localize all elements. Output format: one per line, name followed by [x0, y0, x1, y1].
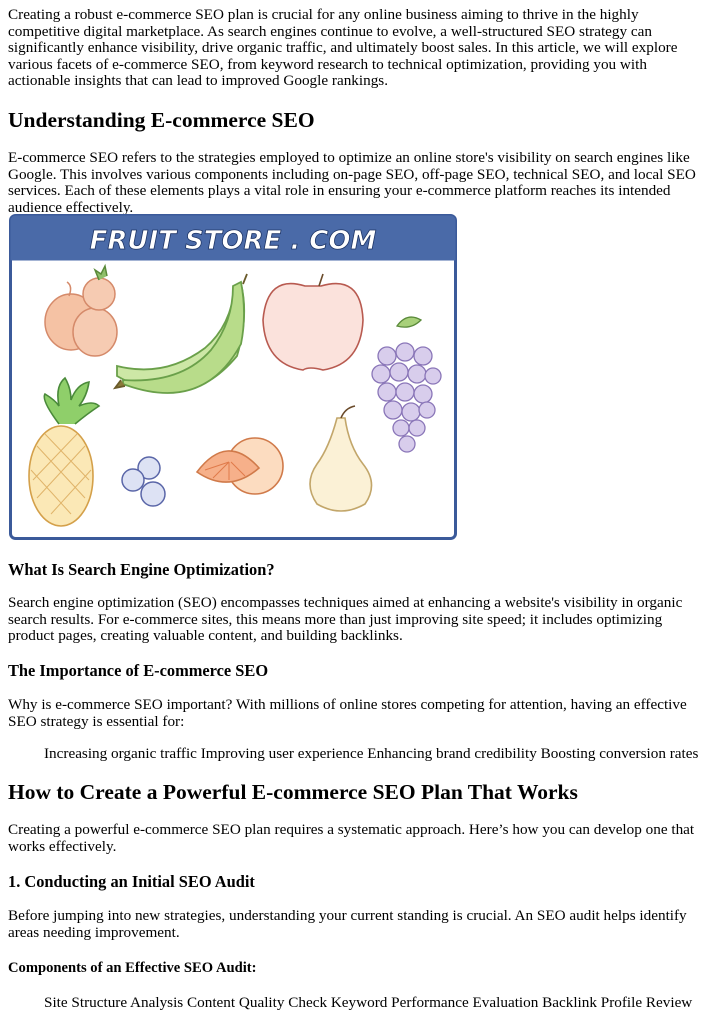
- understanding-paragraph: E-commerce SEO refers to the strategies employed to optimize an online store's visibility on search engines like Google. This involves various components including on-page SEO, off-page SEO, technical SEO, and local SEO services. Each of these elements plays a vital role in ensuring your e-commerce platform reaches its intended audience effectively.: [8, 149, 696, 216]
- importance-paragraph: Why is e-commerce SEO important? With millions of online stores competing for attention, having an effective SEO strategy is essential for:: [8, 696, 687, 730]
- intro-paragraph: Creating a robust e-commerce SEO plan is crucial for any online business aiming to thrive in the highly competitive digital marketplace. As search engines continue to evolve, a well-structured SEO strategy can significantly enhance visibility, drive organic traffic, and ultimately boost sales. In this article, we will explore various facets of e-commerce SEO, from keyword research to technical optimization, providing you with actionable insights that can lead to improved Google rankings.: [8, 6, 678, 90]
- heading-understanding: Understanding E-commerce SEO: [8, 108, 315, 132]
- heading-audit-components: Components of an Effective SEO Audit:: [8, 960, 257, 976]
- heading-seo-audit: 1. Conducting an Initial SEO Audit: [8, 872, 255, 891]
- audit-components-list: Site Structure Analysis Content Quality Check Keyword Performance Evaluation Backlink Profile Review: [44, 994, 693, 1011]
- apple-icon: [263, 274, 363, 370]
- heading-create-plan: How to Create a Powerful E-commerce SEO Plan That Works: [8, 780, 578, 804]
- banner-text: FRUIT STORE . COM: [89, 226, 377, 256]
- plan-paragraph: Creating a powerful e-commerce SEO plan requires a systematic approach. Here’s how you can develop one that works effectively.: [8, 821, 695, 855]
- heading-importance: The Importance of E-commerce SEO: [8, 661, 269, 680]
- heading-what-is-seo: What Is Search Engine Optimization?: [8, 560, 275, 579]
- importance-list: Increasing organic traffic Improving user experience Enhancing brand credibility Boosting conversion rates: [44, 745, 699, 762]
- fruit-store-image: [9, 214, 457, 540]
- audit-paragraph: Before jumping into new strategies, understanding your current standing is crucial. An SEO audit helps identify areas needing improvement.: [8, 907, 687, 941]
- seo-paragraph: Search engine optimization (SEO) encompasses techniques aimed at enhancing a website's visibility in organic search results. For e-commerce sites, this means more than just improving site speed; it includes optimizing product pages, creating valuable content, and building backlinks.: [8, 594, 683, 645]
